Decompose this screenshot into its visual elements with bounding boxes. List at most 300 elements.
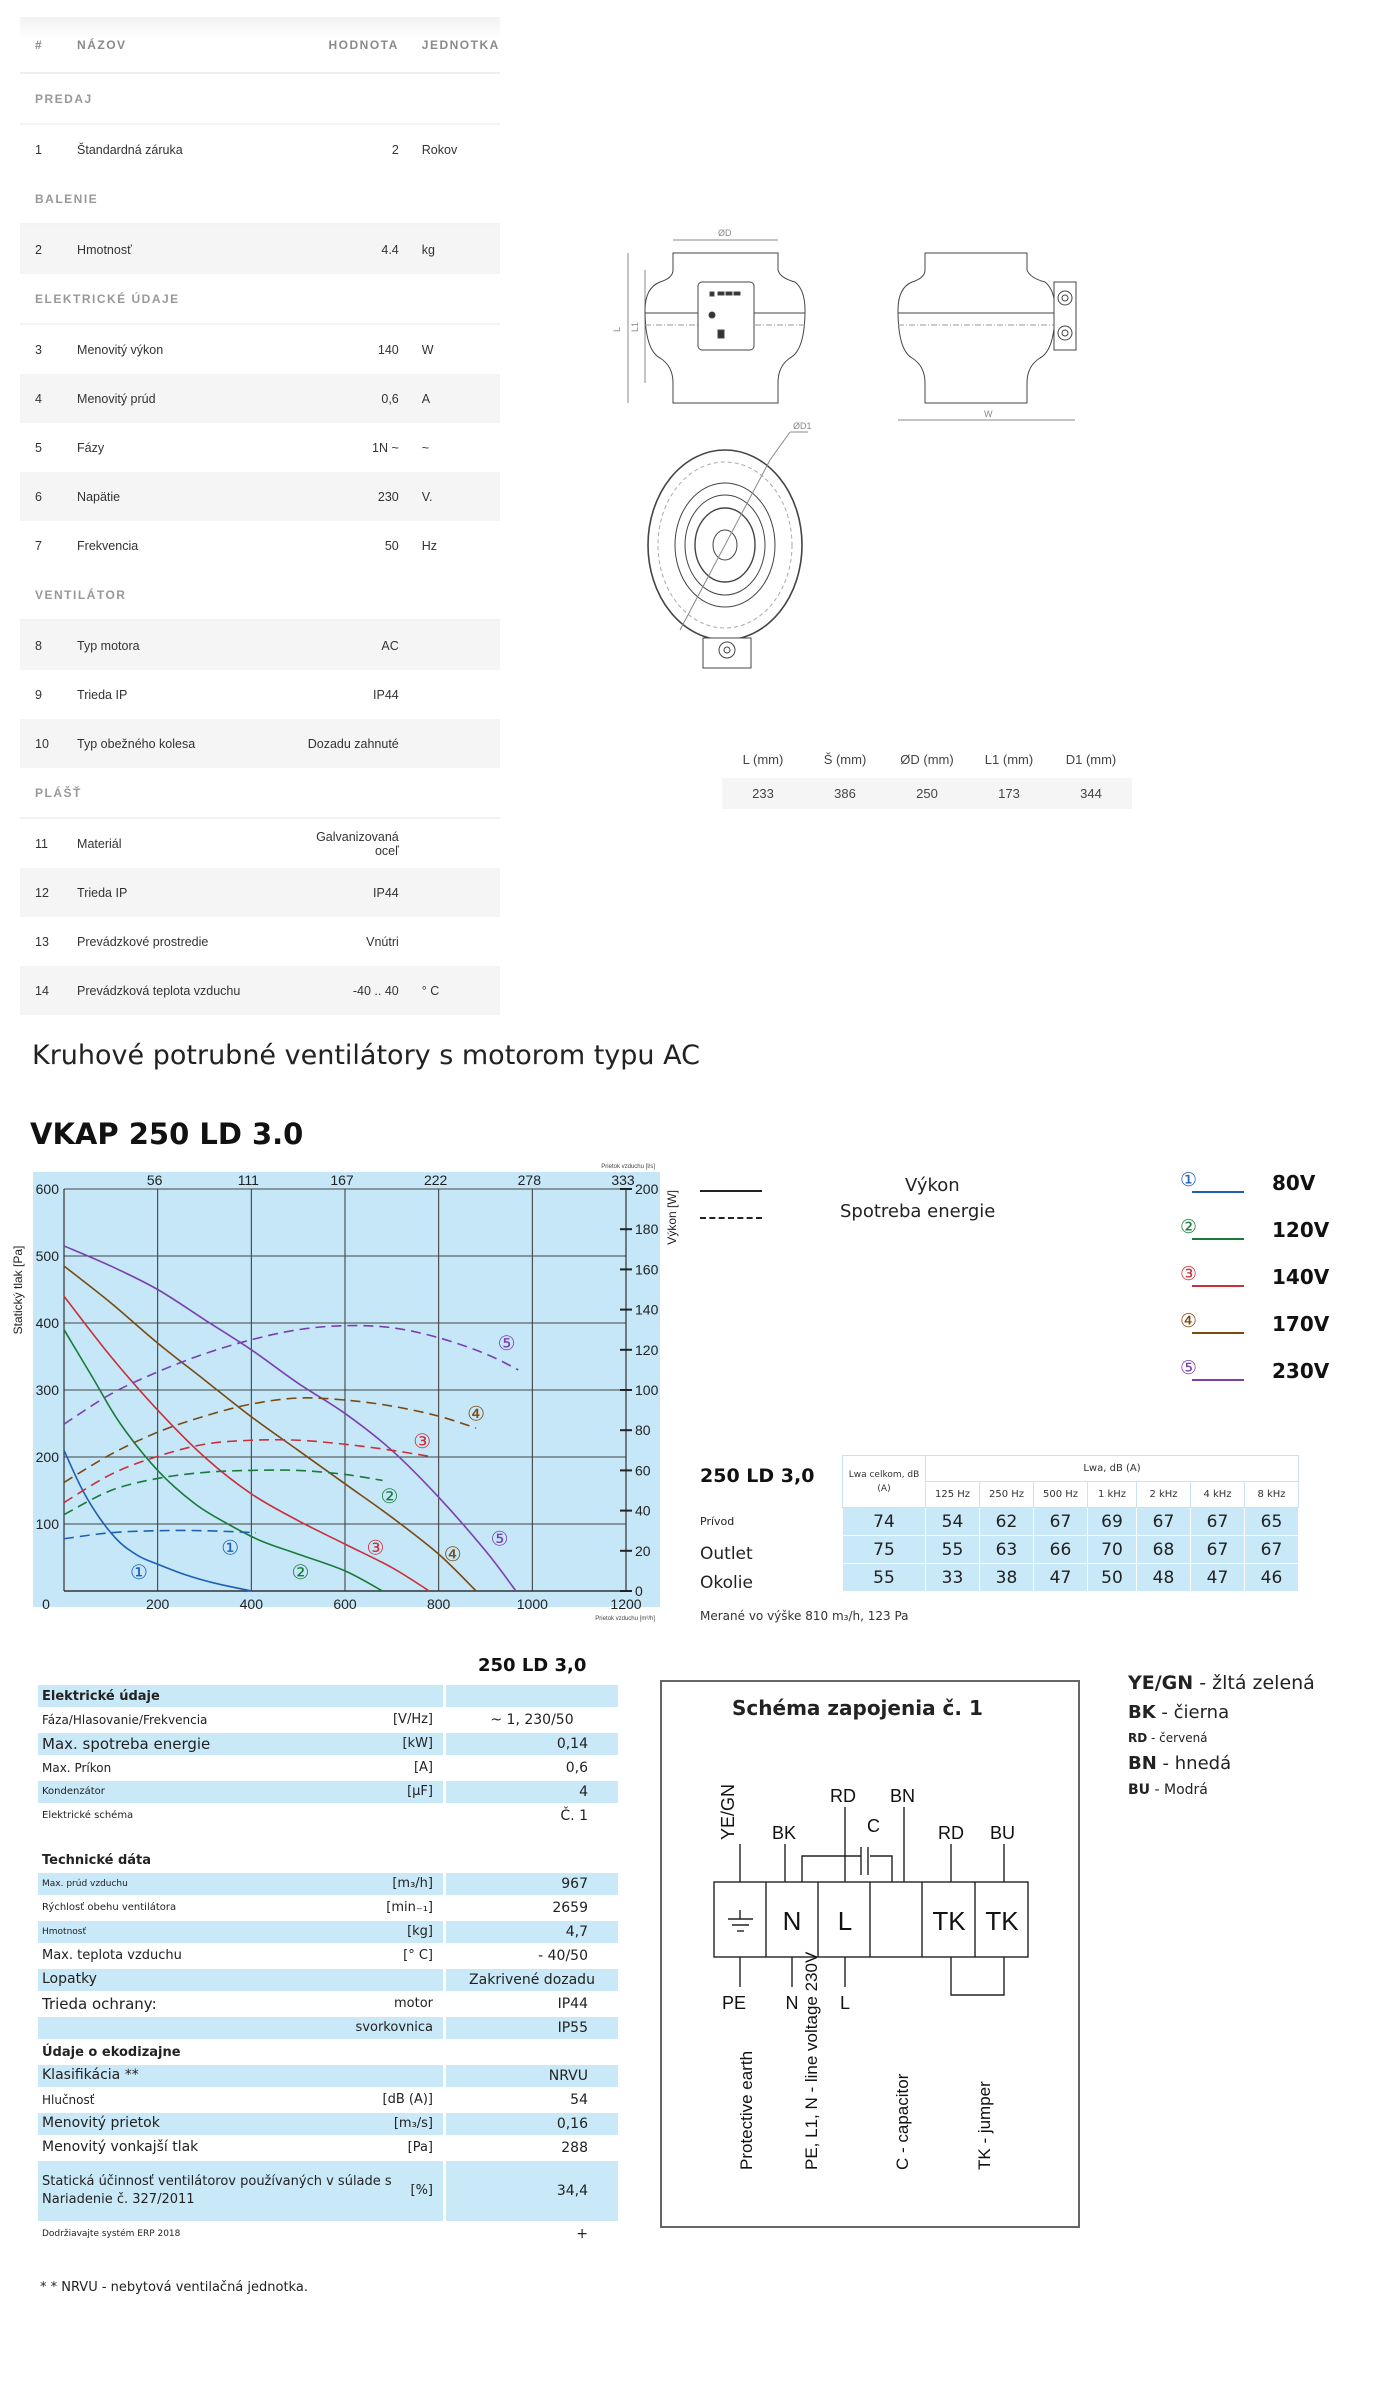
wiring-diagram <box>660 1680 1080 2228</box>
footnote: * * NRVU - nebytová ventilačná jednotka. <box>40 2280 308 2295</box>
curve-marker-label: ② <box>380 1483 399 1508</box>
spec-section-title: BALENIE <box>20 174 500 225</box>
spec-section-title: PREDAJ <box>20 74 500 125</box>
voltage-label: 140V <box>1272 1265 1330 1289</box>
noise-value: 70 <box>1088 1536 1137 1564</box>
spec-name: Fázy <box>77 440 105 455</box>
tech-label: Max. teplota vzduchu <box>42 1947 182 1963</box>
spec-unit: A <box>421 391 431 406</box>
dimensions-header-row <box>722 740 1132 778</box>
noise-value: 66 <box>1034 1536 1088 1564</box>
tech-unit: [A] <box>413 1759 433 1775</box>
wire-color-code: BN <box>1128 1753 1157 1774</box>
spec-num: 8 <box>35 638 42 653</box>
spec-value: 140 <box>377 342 399 357</box>
legend-voltage-item <box>1180 1169 1340 1199</box>
legend-dashed-line <box>700 1217 762 1219</box>
label-l: L <box>612 326 622 332</box>
y2-axis-label: Výkon [W] <box>665 1190 679 1245</box>
noise-value: 67 <box>1245 1536 1299 1564</box>
voltage-label: 120V <box>1272 1218 1330 1242</box>
spec-row <box>20 325 500 374</box>
tech-label: Menovitý vonkajší tlak <box>42 2139 199 2156</box>
voltage-line-swatch <box>1192 1379 1244 1381</box>
legend-voltage-item <box>1180 1310 1340 1340</box>
dim-header: L1 (mm) <box>984 751 1034 767</box>
page-title: Kruhové potrubné ventilátory s motorom typu AC <box>32 1040 700 1071</box>
label-od: ØD <box>718 228 732 238</box>
noise-row <box>843 1508 1299 1536</box>
voltage-label: 230V <box>1272 1359 1330 1383</box>
dim-value: 344 <box>1080 786 1102 801</box>
x2-tick-label: 278 <box>517 1172 542 1188</box>
wire-color-code: RD <box>1128 1731 1148 1745</box>
tech-label: Rýchlosť obehu ventilátora <box>42 1902 177 1913</box>
tech-row <box>38 1781 618 1803</box>
wire-color-item: RD - červená <box>1128 1731 1208 1745</box>
tech-label: Kondenzátor <box>42 1786 105 1797</box>
tech-section-header <box>38 2041 618 2063</box>
noise-band-col: 4 kHz <box>1191 1482 1245 1508</box>
spec-value: 0,6 <box>381 391 399 406</box>
noise-total: 55 <box>843 1564 926 1592</box>
tech-section-title: Údaje o ekodizajne <box>42 2044 181 2060</box>
spec-row <box>20 966 500 1015</box>
tech-row <box>38 2161 618 2221</box>
col-unit: JEDNOTKA <box>421 37 500 52</box>
y-tick-label: 300 <box>35 1382 59 1398</box>
tech-unit: [° C] <box>403 1947 433 1963</box>
x2-tick-label: 167 <box>330 1172 354 1188</box>
y2-tick-label: 120 <box>635 1341 659 1358</box>
chart-legend <box>690 1165 1350 1415</box>
tech-row <box>38 1733 618 1755</box>
spec-row <box>20 472 500 521</box>
tech-value: NRVU <box>548 2068 588 2084</box>
tech-row <box>38 1969 618 1991</box>
spec-name: Trieda IP <box>77 885 128 900</box>
tech-row <box>38 1921 618 1943</box>
legend-power-label: Výkon <box>905 1175 960 1196</box>
terminal-n: N <box>782 1906 802 1936</box>
voltage-marker-icon: ⑤ <box>1180 1357 1198 1379</box>
front-view-drawing <box>612 228 805 403</box>
spec-value: IP44 <box>373 687 399 702</box>
voltage-marker-icon: ③ <box>1180 1263 1198 1285</box>
tech-row <box>38 1897 618 1919</box>
noise-band-col: 1 kHz <box>1088 1482 1137 1508</box>
tech-section-header <box>38 1685 618 1707</box>
tech-row <box>38 2017 618 2039</box>
x-tick-label: 600 <box>333 1596 357 1612</box>
noise-table <box>700 1447 1340 1637</box>
tech-label: Lopatky <box>42 1971 97 1988</box>
y2-tick-label: 160 <box>635 1261 659 1278</box>
terminal-tk-2: TK <box>985 1906 1019 1936</box>
tech-unit: [V/Hz] <box>392 1711 433 1727</box>
tech-row <box>38 1709 618 1731</box>
tech-value: 4 <box>579 1784 588 1800</box>
tech-value: 967 <box>561 1876 588 1892</box>
spec-unit: ° C <box>421 983 440 998</box>
spec-num: 1 <box>35 142 42 157</box>
x2-tick-label: 333 <box>611 1172 635 1188</box>
noise-row <box>843 1564 1299 1592</box>
spec-value: 230 <box>377 489 399 504</box>
spec-num: 3 <box>35 342 42 357</box>
tech-row <box>38 2065 618 2087</box>
tech-unit: [kg] <box>407 1923 433 1939</box>
spec-value: 1N ~ <box>372 440 399 455</box>
legend-voltage-item <box>1180 1263 1340 1293</box>
tech-value: IP55 <box>557 2020 588 2036</box>
spec-row <box>20 670 500 719</box>
label-l1: L1 <box>630 321 640 332</box>
tech-value: Zakrivené dozadu <box>469 1972 595 1988</box>
y2-tick-label: 60 <box>635 1462 651 1479</box>
noise-table-title: 250 LD 3,0 <box>700 1465 815 1487</box>
wire-color-name: čierna <box>1173 1702 1230 1723</box>
wire-color-name: žltá zelená <box>1212 1672 1315 1694</box>
spec-value: Dozadu zahnuté <box>307 736 399 751</box>
tech-label: Max. Príkon <box>42 1760 112 1775</box>
spec-num: 5 <box>35 440 42 455</box>
curve-marker-label: ① <box>221 1535 240 1560</box>
dim-header: L (mm) <box>742 751 784 767</box>
tech-unit: svorkovnica <box>355 2019 433 2035</box>
spec-num: 12 <box>35 885 49 900</box>
spec-unit: Rokov <box>421 142 458 157</box>
tech-label: Klasifikácia ** <box>42 2067 139 2084</box>
wire-label-bk: BK <box>772 1823 797 1843</box>
tech-label: Trieda ochrany: <box>42 1994 157 2013</box>
wire-color-legend <box>1128 1672 1315 1806</box>
tech-label: Statická účinnosť ventilátorov používaných v súlade s Nariadenie č. 327/2011 <box>42 2173 392 2207</box>
spec-value: 50 <box>384 538 399 553</box>
tech-unit: [kW] <box>402 1735 433 1751</box>
tech-row <box>38 2223 618 2245</box>
fan-dimension-drawings <box>590 210 1200 690</box>
tech-label: Hlučnosť <box>42 2092 95 2107</box>
spec-row <box>20 374 500 423</box>
tech-unit: [m₃/h] <box>392 1875 433 1891</box>
curve-marker-label: ④ <box>443 1542 462 1567</box>
y2-tick-label: 0 <box>635 1583 643 1599</box>
voltage-line-swatch <box>1192 1191 1244 1193</box>
wire-color-item: BK - čierna <box>1128 1702 1230 1723</box>
tech-unit: [min₋₁] <box>386 1899 433 1915</box>
noise-band-col: 8 kHz <box>1245 1482 1299 1508</box>
y2-tick-label: 80 <box>635 1422 651 1439</box>
y2-tick-label: 100 <box>635 1382 659 1398</box>
x-tick-label: 800 <box>426 1596 451 1612</box>
noise-value: 46 <box>1245 1564 1299 1592</box>
spec-row <box>20 868 500 917</box>
curve-marker-label: ④ <box>467 1401 486 1426</box>
spec-table <box>20 17 500 1015</box>
noise-value: 55 <box>926 1536 980 1564</box>
curve-marker-label: ② <box>291 1560 310 1585</box>
tech-unit: [dB (A)] <box>382 2091 433 2107</box>
spec-num: 2 <box>35 242 42 257</box>
noise-grid <box>842 1455 1299 1592</box>
voltage-line-swatch <box>1192 1238 1244 1240</box>
dim-value: 173 <box>998 786 1020 801</box>
spec-name: Trieda IP <box>77 687 128 702</box>
tech-model-title: 250 LD 3,0 <box>478 1655 587 1676</box>
tech-row <box>38 2113 618 2135</box>
top-view-drawing <box>648 421 812 668</box>
dim-value: 386 <box>834 786 856 801</box>
spec-num: 7 <box>35 538 42 553</box>
spec-row <box>20 917 500 966</box>
spec-num: 4 <box>35 391 42 406</box>
wire-color-item: BN - hnedá <box>1128 1753 1232 1774</box>
tech-value: 0,6 <box>565 1760 588 1776</box>
tech-value: 2659 <box>552 1900 588 1916</box>
spec-unit: W <box>421 342 434 357</box>
legend-voltage-item <box>1180 1357 1340 1387</box>
spec-name: Materiál <box>77 836 122 851</box>
noise-band-header: Lwa, dB (A) <box>926 1456 1299 1482</box>
tech-label: Menovitý prietok <box>42 2115 160 2132</box>
spec-row <box>20 225 500 274</box>
noise-row-label: Outlet <box>700 1544 753 1564</box>
noise-row-label: Prívod <box>700 1515 735 1528</box>
tech-value: 0,16 <box>556 2116 588 2132</box>
tech-row <box>38 2137 618 2159</box>
tech-section-title: Elektrické údaje <box>38 1685 443 1707</box>
terminal-block <box>714 1882 1028 1957</box>
wire-color-code: BK <box>1128 1702 1156 1723</box>
spec-num: 10 <box>35 736 49 751</box>
spec-row <box>20 819 500 868</box>
note-protective-earth: Protective earth <box>737 2050 756 2170</box>
spec-value: IP44 <box>373 885 399 900</box>
x-tick-label: 200 <box>145 1596 170 1612</box>
tech-row <box>38 1805 618 1827</box>
noise-note: Merané vo výške 810 m₃/h, 123 Pa <box>700 1609 909 1623</box>
spec-name: Frekvencia <box>77 538 139 553</box>
spec-row <box>20 423 500 472</box>
tech-label: Max. prúd vzduchu <box>42 1878 128 1889</box>
capacitor-label: C <box>867 1816 880 1836</box>
y2-tick-label: 20 <box>635 1542 651 1559</box>
x2-tick-label: 111 <box>237 1172 259 1188</box>
noise-value: 54 <box>926 1508 980 1536</box>
x-tick-label: 1200 <box>610 1596 642 1612</box>
spec-num: 6 <box>35 489 42 504</box>
wire-color-code: YE/GN <box>1128 1672 1194 1694</box>
wire-label-rd2: RD <box>938 1823 964 1843</box>
dimensions-table <box>722 740 1132 809</box>
spec-row <box>20 621 500 670</box>
y2-tick-label: 180 <box>635 1221 659 1238</box>
tech-label: Max. spotreba energie <box>42 1734 211 1753</box>
spec-name: Napätie <box>77 489 121 504</box>
curve-marker-label: ③ <box>366 1535 385 1560</box>
voltage-marker-icon: ① <box>1180 1169 1198 1191</box>
tech-value: 54 <box>570 2092 588 2108</box>
legend-solid-line <box>700 1190 762 1192</box>
tech-value: ~ 1, 230/50 <box>490 1712 574 1728</box>
tech-label: Fáza/Hlasovanie/Frekvencia <box>42 1712 208 1727</box>
voltage-label: 170V <box>1272 1312 1330 1336</box>
curve-marker-label: ⑤ <box>490 1526 509 1551</box>
spec-name: Typ motora <box>77 638 140 653</box>
curve-marker-label: ⑤ <box>497 1331 516 1356</box>
curve-marker-label: ③ <box>413 1428 432 1453</box>
terminal-l: L <box>837 1906 853 1936</box>
dim-value: 233 <box>752 786 774 801</box>
spec-num: 9 <box>35 687 42 702</box>
spec-section-title: VENTILÁTOR <box>20 570 500 621</box>
noise-value: 48 <box>1137 1564 1191 1592</box>
voltage-marker-icon: ② <box>1180 1216 1198 1238</box>
terminal-tk-1: TK <box>932 1906 966 1936</box>
voltage-label: 80V <box>1272 1171 1316 1195</box>
dim-header: D1 (mm) <box>1065 751 1117 767</box>
wire-color-name: červená <box>1159 1731 1208 1745</box>
bottom-label-pe: PE <box>721 1993 747 2013</box>
wire-color-name: Modrá <box>1164 1782 1208 1798</box>
noise-band-col: 250 Hz <box>980 1482 1034 1508</box>
voltage-marker-icon: ④ <box>1180 1310 1198 1332</box>
bottom-label-n: N <box>785 1993 799 2013</box>
note-jumper: TK - jumper <box>975 2081 994 2170</box>
noise-row <box>843 1536 1299 1564</box>
noise-value: 63 <box>980 1536 1034 1564</box>
tech-label: Dodržiavajte systém ERP 2018 <box>42 2228 181 2239</box>
spec-name: Štandardná záruka <box>77 142 183 157</box>
tech-unit: [Pa] <box>407 2139 433 2155</box>
y-tick-label: 100 <box>35 1516 59 1532</box>
spec-name: Menovitý výkon <box>77 342 164 357</box>
y-tick-label: 600 <box>35 1181 59 1197</box>
model-title: VKAP 250 LD 3.0 <box>30 1117 304 1151</box>
spec-value: -40 .. 40 <box>352 983 399 998</box>
noise-value: 62 <box>980 1508 1034 1536</box>
wire-label-bn: BN <box>890 1786 916 1806</box>
note-line-voltage: PE, L1, N - line voltage 230V <box>802 1951 821 2170</box>
y2-tick-label: 140 <box>635 1301 659 1318</box>
col-name: NÁZOV <box>77 37 127 52</box>
wire-label-yegn: YE/GN <box>718 1783 738 1840</box>
voltage-line-swatch <box>1192 1332 1244 1334</box>
noise-value: 47 <box>1034 1564 1088 1592</box>
tech-row <box>38 1993 618 2015</box>
col-num: # <box>35 37 44 52</box>
noise-total-header: Lwa celkom, dB (A) <box>843 1456 926 1508</box>
curve-marker-label: ① <box>129 1560 148 1585</box>
fan-performance-chart <box>0 1160 690 1650</box>
y-tick-label: 400 <box>35 1315 59 1331</box>
label-w: W <box>984 409 993 419</box>
tech-value: 288 <box>561 2140 588 2156</box>
spec-unit: V. <box>421 489 433 504</box>
noise-value: 50 <box>1088 1564 1137 1592</box>
legend-consumption-label: Spotreba energie <box>840 1201 996 1222</box>
x-tick-label: 1000 <box>516 1596 548 1612</box>
spec-value: Vnútri <box>366 934 399 949</box>
spec-unit: kg <box>421 242 435 257</box>
col-value: HODNOTA <box>328 37 399 52</box>
noise-row-label: Okolie <box>700 1573 753 1593</box>
tech-value: 4,7 <box>565 1924 588 1940</box>
spec-section-title: ELEKTRICKÉ ÚDAJE <box>20 274 500 325</box>
spec-value: 4.4 <box>381 242 399 257</box>
wire-color-item: YE/GN - žltá zelená <box>1128 1672 1315 1694</box>
noise-value: 69 <box>1088 1508 1137 1536</box>
dim-header: ØD (mm) <box>900 751 954 767</box>
noise-band-col: 2 kHz <box>1137 1482 1191 1508</box>
tech-row <box>38 1873 618 1895</box>
wire-color-item: BU - Modrá <box>1128 1782 1208 1798</box>
spec-row <box>20 719 500 768</box>
wiring-title: Schéma zapojenia č. 1 <box>732 1696 983 1720</box>
spec-name: Prevádzková teplota vzduchu <box>77 983 241 998</box>
note-capacitor: C - capacitor <box>893 2073 912 2170</box>
spec-name: Menovitý prúd <box>77 391 156 406</box>
technical-data-table <box>38 1655 618 2265</box>
noise-band-col: 500 Hz <box>1034 1482 1088 1508</box>
tech-value: 0,14 <box>556 1736 588 1752</box>
noise-value: 67 <box>1034 1508 1088 1536</box>
spec-value: AC <box>381 638 399 653</box>
noise-total: 75 <box>843 1536 926 1564</box>
y2-tick-label: 40 <box>635 1502 651 1519</box>
spec-name: Prevádzkové prostredie <box>77 934 209 949</box>
spec-table-header <box>20 17 500 74</box>
tech-row <box>38 1945 618 1967</box>
voltage-line-swatch <box>1192 1285 1244 1287</box>
tech-row <box>38 1757 618 1779</box>
tech-label: Hmotnosť <box>42 1926 86 1937</box>
spec-num: 11 <box>35 836 48 851</box>
spec-unit: ~ <box>421 440 430 455</box>
y-tick-label: 500 <box>35 1248 59 1264</box>
spec-row <box>20 521 500 570</box>
spec-unit: Hz <box>421 538 438 553</box>
noise-value: 67 <box>1191 1536 1245 1564</box>
spec-value: Galvanizovaná oceľ <box>316 829 399 858</box>
dim-header: Š (mm) <box>823 751 867 767</box>
tech-value: Č. 1 <box>560 1808 588 1824</box>
x2-tick-label: 222 <box>423 1172 448 1188</box>
noise-value: 67 <box>1191 1508 1245 1536</box>
tech-section-title: Technické dáta <box>42 1852 152 1868</box>
tech-unit: [µF] <box>407 1783 433 1799</box>
bottom-label-l: L <box>839 1993 851 2013</box>
tech-unit: motor <box>393 1995 433 2011</box>
x2-axis-label: Prietok vzduchu [l/s] <box>601 1164 655 1170</box>
spec-num: 13 <box>35 934 49 949</box>
x-axis-label: Prietok vzduchu [m³/h] <box>595 1616 655 1622</box>
y-tick-label: 200 <box>35 1449 59 1465</box>
spec-section-title: PLÁŠŤ <box>20 768 500 819</box>
tech-value: 34,4 <box>556 2183 588 2199</box>
noise-band-col: 125 Hz <box>926 1482 980 1508</box>
wire-label-bu: BU <box>990 1823 1016 1843</box>
tech-unit: [m₃/s] <box>393 2115 433 2131</box>
tech-unit: [%] <box>410 2182 433 2198</box>
y-axis-label: Statický tlak [Pa] <box>11 1245 25 1335</box>
spec-row <box>20 125 500 174</box>
tech-label: Elektrické schéma <box>42 1810 134 1821</box>
noise-value: 67 <box>1137 1508 1191 1536</box>
spec-name: Hmotnosť <box>77 242 132 257</box>
spec-name: Typ obežného kolesa <box>77 736 196 751</box>
